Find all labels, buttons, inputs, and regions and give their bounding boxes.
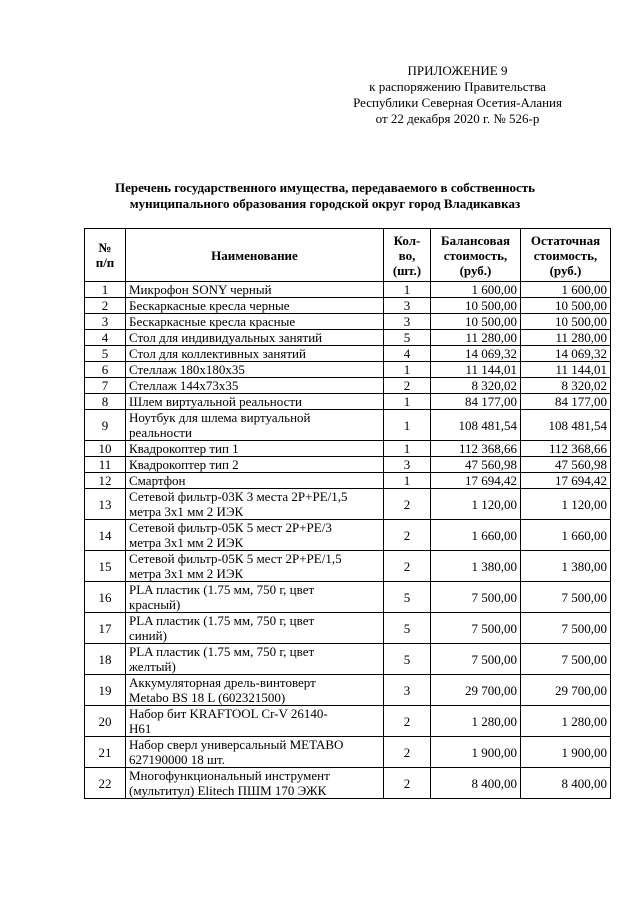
row-residual-value: 7 500,00 [521,582,611,613]
row-residual-value: 10 500,00 [521,298,611,314]
row-residual-value: 1 120,00 [521,489,611,520]
text-line: Балансовая [441,232,510,248]
header-name [126,229,384,282]
text-line: Аккумуляторная дрель-винтоверт [129,675,316,690]
table-row [85,473,611,489]
row-balance-value: 8 320,02 [431,378,521,394]
table-row [85,394,611,410]
table-body [85,282,611,799]
row-quantity: 2 [384,489,431,520]
row-quantity: 2 [384,551,431,582]
title-line-2: муниципального образования городской округ город Владикавказ [129,196,521,211]
text-line: синий) [129,628,167,643]
table-row [85,613,611,644]
row-quantity: 1 [384,394,431,410]
row-name [126,551,384,582]
table-row [85,675,611,706]
text-line: PLA пластик (1.75 мм, 750 г, цвет [129,644,315,659]
text-line: Микрофон SONY черный [129,282,272,297]
text-line: Сетевой фильтр-05К 5 мест 2P+PE/3 [129,520,332,535]
row-residual-value: 7 500,00 [521,613,611,644]
row-quantity: 5 [384,613,431,644]
row-number: 10 [85,441,126,457]
row-number: 13 [85,489,126,520]
table-row [85,551,611,582]
text-line: Квадрокоптер тип 1 [129,441,239,456]
text-line: Набор бит KRAFTOOL Cr-V 26140- [129,706,328,721]
row-name [126,489,384,520]
text-line: Бескаркасные кресла красные [129,314,296,329]
row-residual-value: 112 368,66 [521,441,611,457]
row-balance-value: 112 368,66 [431,441,521,457]
row-name [126,582,384,613]
row-balance-value: 10 500,00 [431,314,521,330]
text-line: Остаточная [530,232,601,248]
row-number: 19 [85,675,126,706]
row-name [126,613,384,644]
text-line: реальности [129,425,192,440]
row-name [126,706,384,737]
table-row [85,330,611,346]
row-number: 11 [85,457,126,473]
row-balance-value: 17 694,42 [431,473,521,489]
row-name [126,394,384,410]
text-line: п/п [95,255,115,270]
table-row [85,314,611,330]
row-quantity: 2 [384,520,431,551]
row-quantity: 2 [384,737,431,768]
row-residual-value: 11 280,00 [521,330,611,346]
text-line: во, [398,247,416,263]
row-residual-value: 8 400,00 [521,768,611,799]
table-row [85,520,611,551]
text-line: PLA пластик (1.75 мм, 750 г, цвет [129,582,315,597]
row-balance-value: 8 400,00 [431,768,521,799]
text-line: Набор сверл универсальный METABO [129,737,344,752]
row-balance-value: 10 500,00 [431,298,521,314]
row-name [126,441,384,457]
row-quantity: 3 [384,298,431,314]
text-line: желтый) [129,659,176,674]
appendix-date: от 22 декабря 2020 г. № 526-р [375,111,540,126]
row-name [126,410,384,441]
row-balance-value: 1 900,00 [431,737,521,768]
row-balance-value: 14 069,32 [431,346,521,362]
text-line: стоимость, [533,247,598,263]
row-quantity: 2 [384,706,431,737]
row-quantity: 3 [384,314,431,330]
text-line: Наименование [211,247,298,263]
row-balance-value: 108 481,54 [431,410,521,441]
table-row [85,582,611,613]
row-quantity: 1 [384,441,431,457]
row-number: 9 [85,410,126,441]
table-row [85,768,611,799]
row-number: 6 [85,362,126,378]
row-residual-value: 11 144,01 [521,362,611,378]
row-name [126,520,384,551]
header-num [85,229,126,282]
row-residual-value: 1 900,00 [521,737,611,768]
text-line: Многофункциональный инструмент [129,768,330,783]
row-balance-value: 47 560,98 [431,457,521,473]
row-name [126,768,384,799]
row-quantity: 5 [384,644,431,675]
text-line: PLA пластик (1.75 мм, 750 г, цвет [129,613,315,628]
row-number: 17 [85,613,126,644]
text-line: стоимость, [443,247,508,263]
table-row [85,706,611,737]
table-row [85,346,611,362]
appendix-line-3: Республики Северная Осетия-Алания [353,95,562,110]
text-line: H61 [129,721,152,736]
row-residual-value: 10 500,00 [521,314,611,330]
table-row [85,489,611,520]
table-row [85,378,611,394]
text-line: Бескаркасные кресла черные [129,298,290,313]
text-line: (мультитул) Elitech ПШМ 170 ЭЖК [129,783,327,798]
row-number: 16 [85,582,126,613]
row-residual-value: 1 280,00 [521,706,611,737]
row-number: 12 [85,473,126,489]
appendix-number: ПРИЛОЖЕНИЕ 9 [407,63,508,78]
row-quantity: 1 [384,410,431,441]
row-balance-value: 7 500,00 [431,613,521,644]
row-quantity: 3 [384,457,431,473]
row-quantity: 2 [384,378,431,394]
row-balance-value: 1 120,00 [431,489,521,520]
row-balance-value: 1 380,00 [431,551,521,582]
row-quantity: 1 [384,282,431,298]
table-row [85,410,611,441]
text-line: № [98,240,112,255]
text-line: Стеллаж 180х180х35 [129,362,245,377]
row-residual-value: 108 481,54 [521,410,611,441]
appendix-line-2: к распоряжению Правительства [369,79,546,94]
table-header-row [85,229,611,282]
row-name [126,457,384,473]
row-name [126,346,384,362]
row-number: 22 [85,768,126,799]
row-balance-value: 11 280,00 [431,330,521,346]
row-name [126,737,384,768]
row-balance-value: 29 700,00 [431,675,521,706]
table-row [85,298,611,314]
row-balance-value: 84 177,00 [431,394,521,410]
text-line: Metabo BS 18 L (602321500) [129,690,286,705]
row-name [126,330,384,346]
property-table [84,228,611,799]
text-line: метра 3х1 мм 2 ИЭК [129,535,244,550]
text-line: (шт.) [392,262,422,278]
row-balance-value: 1 600,00 [431,282,521,298]
row-residual-value: 84 177,00 [521,394,611,410]
row-balance-value: 7 500,00 [431,582,521,613]
row-quantity: 4 [384,346,431,362]
table-row [85,362,611,378]
row-name [126,282,384,298]
row-number: 2 [85,298,126,314]
text-line: Ноутбук для шлема виртуальной [129,410,311,425]
text-line: (руб.) [549,262,582,278]
row-number: 8 [85,394,126,410]
row-residual-value: 1 600,00 [521,282,611,298]
row-number: 1 [85,282,126,298]
row-quantity: 5 [384,330,431,346]
row-quantity: 2 [384,768,431,799]
row-number: 3 [85,314,126,330]
table-row [85,737,611,768]
row-residual-value: 7 500,00 [521,644,611,675]
row-balance-value: 11 144,01 [431,362,521,378]
table-row [85,282,611,298]
row-number: 15 [85,551,126,582]
row-residual-value: 1 380,00 [521,551,611,582]
text-line: Квадрокоптер тип 2 [129,457,239,472]
text-line: Кол- [393,232,421,248]
table-row [85,441,611,457]
row-residual-value: 8 320,02 [521,378,611,394]
row-residual-value: 47 560,98 [521,457,611,473]
row-residual-value: 1 660,00 [521,520,611,551]
row-residual-value: 29 700,00 [521,675,611,706]
text-line: Стол для индивидуальных занятий [129,330,323,345]
text-line: (руб.) [459,262,492,278]
row-quantity: 1 [384,473,431,489]
row-name [126,298,384,314]
row-name [126,378,384,394]
text-line: метра 3х1 мм 2 ИЭК [129,566,244,581]
row-name [126,644,384,675]
header-qty [384,229,431,282]
text-line: Смартфон [129,473,186,488]
text-line: Шлем виртуальной реальности [129,394,302,409]
table-row [85,644,611,675]
text-line: Сетевой фильтр-03К 3 места 2P+PE/1,5 [129,489,348,504]
row-quantity: 5 [384,582,431,613]
row-name [126,314,384,330]
row-quantity: 1 [384,362,431,378]
text-line: 627190000 18 шт. [129,752,225,767]
row-residual-value: 17 694,42 [521,473,611,489]
text-line: Сетевой фильтр-05К 5 мест 2P+PE/1,5 [129,551,342,566]
row-name [126,473,384,489]
row-number: 21 [85,737,126,768]
table-row [85,457,611,473]
title-line-1: Перечень государственного имущества, передаваемого в собственность [114,180,536,195]
row-number: 20 [85,706,126,737]
text-line: красный) [129,597,181,612]
text-line: Стеллаж 144х73х35 [129,378,239,393]
appendix-header [353,63,562,127]
header-residual [521,229,611,282]
row-residual-value: 14 069,32 [521,346,611,362]
row-balance-value: 1 660,00 [431,520,521,551]
row-number: 5 [85,346,126,362]
text-line: метра 3х1 мм 2 ИЭК [129,504,244,519]
header-balance [431,229,521,282]
row-balance-value: 7 500,00 [431,644,521,675]
row-number: 14 [85,520,126,551]
row-name [126,362,384,378]
row-number: 7 [85,378,126,394]
row-balance-value: 1 280,00 [431,706,521,737]
row-quantity: 3 [384,675,431,706]
row-number: 4 [85,330,126,346]
document-title [70,180,580,212]
row-name [126,675,384,706]
text-line: Стол для коллективных занятий [129,346,306,361]
row-number: 18 [85,644,126,675]
